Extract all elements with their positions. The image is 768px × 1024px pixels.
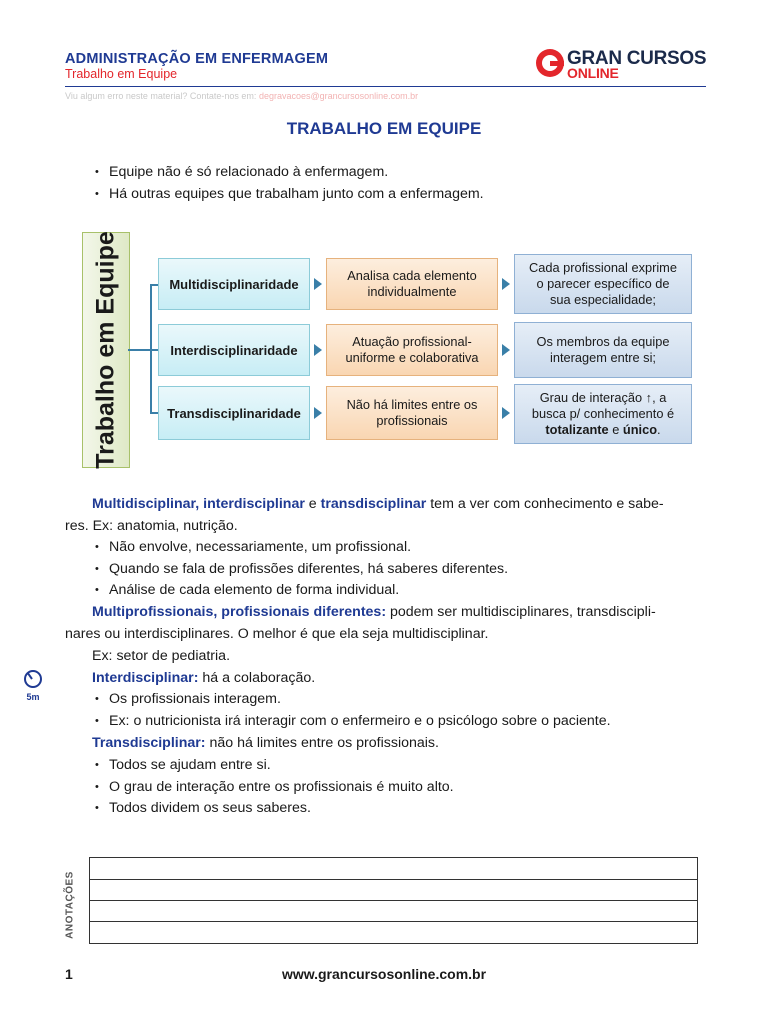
arrow-icon [502, 278, 510, 290]
arrow-icon [502, 407, 510, 419]
list-item: • Os profissionais interagem. [91, 689, 611, 711]
contact-email-link[interactable]: degravacoes@grancursosonline.com.br [258, 91, 419, 101]
arrow-icon [314, 344, 322, 356]
bullet-list-c [91, 755, 454, 820]
text: tem a ver com conhecimento e sabe- [426, 496, 664, 512]
header-title: ADMINISTRAÇÃO EM ENFERMAGEM [65, 51, 329, 67]
list-item: • Todos se ajudam entre si. [91, 755, 454, 777]
example-line: Ex: setor de pediatria. [92, 648, 231, 664]
paragraph-line [65, 602, 707, 624]
keyword: Interdisciplinar: [92, 670, 199, 686]
note-line: o parecer específico de [536, 276, 670, 291]
text: não há limites entre os profissionais. [205, 735, 439, 751]
desc-box [326, 386, 498, 440]
keyword: transdisciplinar [320, 496, 427, 512]
header-divider [65, 86, 706, 87]
footer-url-link[interactable]: www.grancursosonline.com.br [281, 966, 487, 982]
bullet-list-a [91, 537, 508, 602]
annotation-line [90, 921, 697, 922]
header-subtitle: Trabalho em Equipe [65, 67, 178, 81]
desc-line: uniforme e colaborativa [345, 350, 479, 365]
keyword: Transdisciplinar: [92, 735, 206, 751]
arrow-icon [502, 344, 510, 356]
contact-prefix: Viu algum erro neste material? Contate-nos em: [65, 91, 259, 101]
note-box [514, 254, 692, 314]
annotations-label-text: ANOTAÇÕES [64, 871, 76, 939]
term-box-multidisciplinaridade [158, 258, 310, 310]
paragraph-line: nares ou interdisciplinares. O melhor é que ela seja multidisciplinar. [65, 625, 489, 642]
paragraph-line [65, 494, 707, 516]
transdisciplinar-line [92, 733, 439, 755]
note-text: . [657, 422, 661, 437]
paragraph-multiprofessional [65, 602, 707, 645]
annotations-box[interactable] [89, 857, 698, 944]
desc-box [326, 258, 498, 310]
note-emphasis: único [622, 422, 658, 437]
keyword: Multiprofissionais, profissionais diferentes: [92, 604, 387, 620]
note-box [514, 322, 692, 378]
note-line: sua especialidade; [549, 292, 656, 307]
diagram-root-label: Trabalho em Equipe [91, 231, 120, 469]
desc-line: Analisa cada elemento [347, 268, 477, 283]
desc-line: profissionais [376, 413, 448, 428]
diagram-connector [128, 349, 150, 351]
list-item: • Quando se fala de profissões diferentes, há saberes diferentes. [91, 559, 508, 581]
note-line: Cada profissional exprime [529, 260, 677, 275]
note-text: e [608, 422, 623, 437]
team-work-diagram [78, 228, 698, 468]
note-box [514, 384, 692, 444]
desc-line: individualmente [367, 284, 457, 299]
list-item: • O grau de interação entre os profissionais é muito alto. [91, 777, 454, 799]
term-label: Multidisciplinaridade [169, 276, 299, 292]
diagram-connector [150, 349, 158, 351]
text: podem ser multidisciplinares, transdiscipli- [386, 604, 656, 620]
header-contact [65, 91, 418, 101]
list-item: • Análise de cada elemento de forma individual. [91, 580, 508, 602]
list-item: • Não envolve, necessariamente, um profissional. [91, 537, 508, 559]
paragraph-line: res. Ex: anatomia, nutrição. [65, 517, 238, 534]
annotation-line [90, 879, 697, 880]
diagram-connector [150, 284, 158, 286]
timer-icon [22, 668, 44, 690]
keyword: Multidisciplinar, interdisciplinar [92, 496, 305, 512]
note-line: interagem entre si; [550, 350, 656, 365]
paragraph-disciplinary [65, 494, 707, 537]
logo-g-icon [536, 49, 564, 77]
note-emphasis: totalizante [545, 422, 609, 437]
page-number: 1 [65, 966, 73, 982]
gran-cursos-logo[interactable] [536, 47, 716, 83]
desc-box [326, 324, 498, 376]
list-item: • Todos dividem os seus saberes. [91, 798, 454, 820]
arrow-icon [314, 407, 322, 419]
logo-line2: ONLINE [567, 65, 619, 81]
interdisciplinar-line [92, 668, 315, 690]
text: há a colaboração. [198, 670, 316, 686]
term-label: Interdisciplinaridade [170, 342, 298, 358]
annotations-label [50, 870, 90, 940]
timer-label: 5m [26, 692, 40, 702]
arrow-icon [314, 278, 322, 290]
document-title: TRABALHO EM EQUIPE [286, 119, 482, 138]
intro-bullet-list [91, 162, 484, 205]
note-line: busca p/ conhecimento é [531, 406, 675, 421]
diagram-connector [150, 412, 158, 414]
annotation-line [90, 900, 697, 901]
text: e [304, 496, 321, 512]
bullet-list-b [91, 689, 611, 732]
term-box-interdisciplinaridade [158, 324, 310, 376]
list-item: • Há outras equipes que trabalham junto com a enfermagem. [91, 184, 484, 206]
term-label: Transdisciplinaridade [167, 405, 301, 421]
desc-line: Não há limites entre os [346, 397, 478, 412]
list-item: • Equipe não é só relacionado à enfermagem. [91, 162, 484, 184]
list-item: • Ex: o nutricionista irá interagir com o enfermeiro e o psicólogo sobre o paciente. [91, 711, 611, 733]
desc-line: Atuação profissional- [352, 334, 472, 349]
diagram-root-box [82, 232, 130, 468]
logo-line1: GRAN CURSOS [567, 48, 707, 69]
note-line: Grau de interação ↑, a [539, 390, 667, 405]
term-box-transdisciplinaridade [158, 386, 310, 440]
note-line: Os membros da equipe [536, 334, 670, 349]
note-line [532, 422, 674, 438]
